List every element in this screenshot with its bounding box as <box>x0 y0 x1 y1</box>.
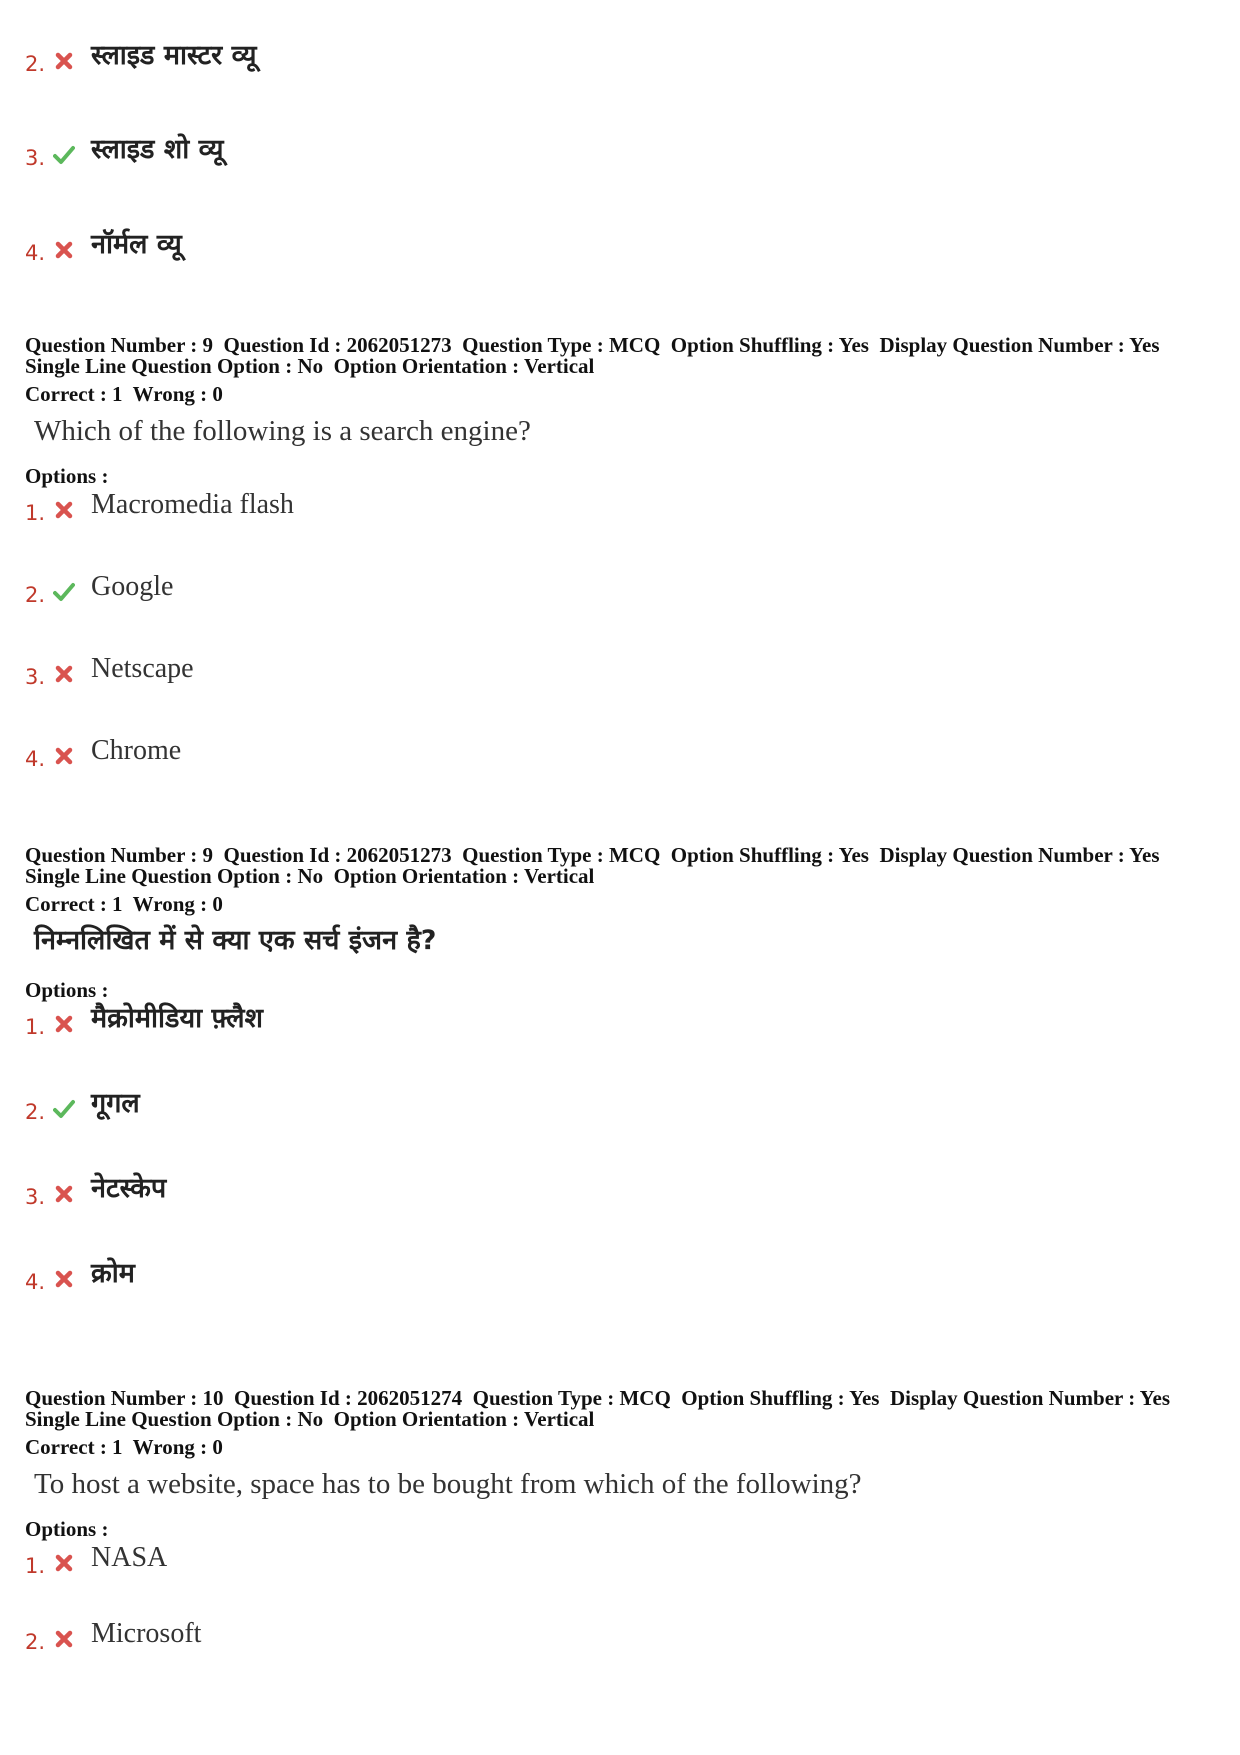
question-meta-line-2: Single Line Question Option : No Option Orientation : Vertical <box>25 354 595 378</box>
option-item <box>25 1001 925 1041</box>
option-text: मैक्रोमीडिया फ़्लैश <box>91 1003 263 1034</box>
correct-check-icon <box>53 1098 75 1120</box>
option-number: 2. <box>25 52 46 76</box>
option-number: 1. <box>25 1015 46 1039</box>
option-text: Macromedia flash <box>91 489 294 520</box>
option-text: स्लाइड शो व्यू <box>91 134 224 165</box>
option-text: क्रोम <box>91 1258 135 1289</box>
options-label: Options : <box>25 1517 109 1541</box>
wrong-cross-icon <box>53 239 75 261</box>
option-text: नॉर्मल व्यू <box>91 229 182 260</box>
option-text: Chrome <box>91 735 182 766</box>
options-label: Options : <box>25 978 109 1002</box>
option-item <box>25 132 925 172</box>
wrong-cross-icon <box>53 1013 75 1035</box>
option-number: 4. <box>25 747 46 771</box>
question-meta-line-2: Single Line Question Option : No Option Orientation : Vertical <box>25 1407 595 1431</box>
option-item <box>25 1540 925 1580</box>
wrong-cross-icon <box>53 1183 75 1205</box>
option-number: 2. <box>25 1100 46 1124</box>
wrong-cross-icon <box>53 1628 75 1650</box>
option-item <box>25 227 925 267</box>
wrong-cross-icon <box>53 50 75 72</box>
option-number: 2. <box>25 1630 46 1654</box>
options-list <box>25 487 1215 787</box>
option-item <box>25 38 925 78</box>
option-text: Netscape <box>91 653 194 684</box>
option-text: Microsoft <box>91 1618 202 1649</box>
option-number: 3. <box>25 665 46 689</box>
options-list <box>25 1540 1215 1670</box>
option-number: 4. <box>25 241 46 265</box>
option-number: 2. <box>25 583 46 607</box>
option-item <box>25 733 925 773</box>
options-label: Options : <box>25 464 109 488</box>
question-meta-line-1: Question Number : 9 Question Id : 2062051273 Question Type : MCQ Option Shuffling : Yes Display Question Number : Yes <box>25 843 1160 867</box>
wrong-cross-icon <box>53 499 75 521</box>
correct-wrong-score: Correct : 1 Wrong : 0 <box>25 382 223 406</box>
option-item <box>25 1256 925 1296</box>
option-item <box>25 569 925 609</box>
option-text: Google <box>91 571 174 602</box>
correct-wrong-score: Correct : 1 Wrong : 0 <box>25 892 223 916</box>
question-meta-line-2: Single Line Question Option : No Option Orientation : Vertical <box>25 864 595 888</box>
correct-wrong-score: Correct : 1 Wrong : 0 <box>25 1435 223 1459</box>
question-block <box>25 1388 1215 1670</box>
question-block <box>25 335 1215 787</box>
option-text: NASA <box>91 1542 168 1573</box>
wrong-cross-icon <box>53 745 75 767</box>
options-list <box>25 1001 1215 1321</box>
question-block <box>25 845 1215 1321</box>
correct-check-icon <box>53 581 75 603</box>
option-item <box>25 1171 925 1211</box>
question-text: To host a website, space has to be bought from which of the following? <box>34 1468 862 1500</box>
option-number: 4. <box>25 1270 46 1294</box>
option-text: स्लाइड मास्टर व्यू <box>91 40 257 71</box>
wrong-cross-icon <box>53 663 75 685</box>
option-number: 1. <box>25 501 46 525</box>
option-number: 3. <box>25 1185 46 1209</box>
wrong-cross-icon <box>53 1268 75 1290</box>
question-text: Which of the following is a search engine? <box>34 415 531 447</box>
option-text: नेटस्केप <box>91 1173 167 1204</box>
option-number: 1. <box>25 1554 46 1578</box>
option-number: 3. <box>25 146 46 170</box>
correct-check-icon <box>53 144 75 166</box>
question-meta-line-1: Question Number : 10 Question Id : 2062051274 Question Type : MCQ Option Shuffling : Yes Display Question Number : Yes <box>25 1386 1171 1410</box>
option-text: गूगल <box>91 1088 140 1119</box>
wrong-cross-icon <box>53 1552 75 1574</box>
option-item <box>25 651 925 691</box>
option-item <box>25 487 925 527</box>
question-text: निम्नलिखित में से क्या एक सर्च इंजन है? <box>34 925 437 956</box>
option-item <box>25 1616 925 1656</box>
question-meta-line-1: Question Number : 9 Question Id : 2062051273 Question Type : MCQ Option Shuffling : Yes Display Question Number : Yes <box>25 333 1160 357</box>
option-item <box>25 1086 925 1126</box>
